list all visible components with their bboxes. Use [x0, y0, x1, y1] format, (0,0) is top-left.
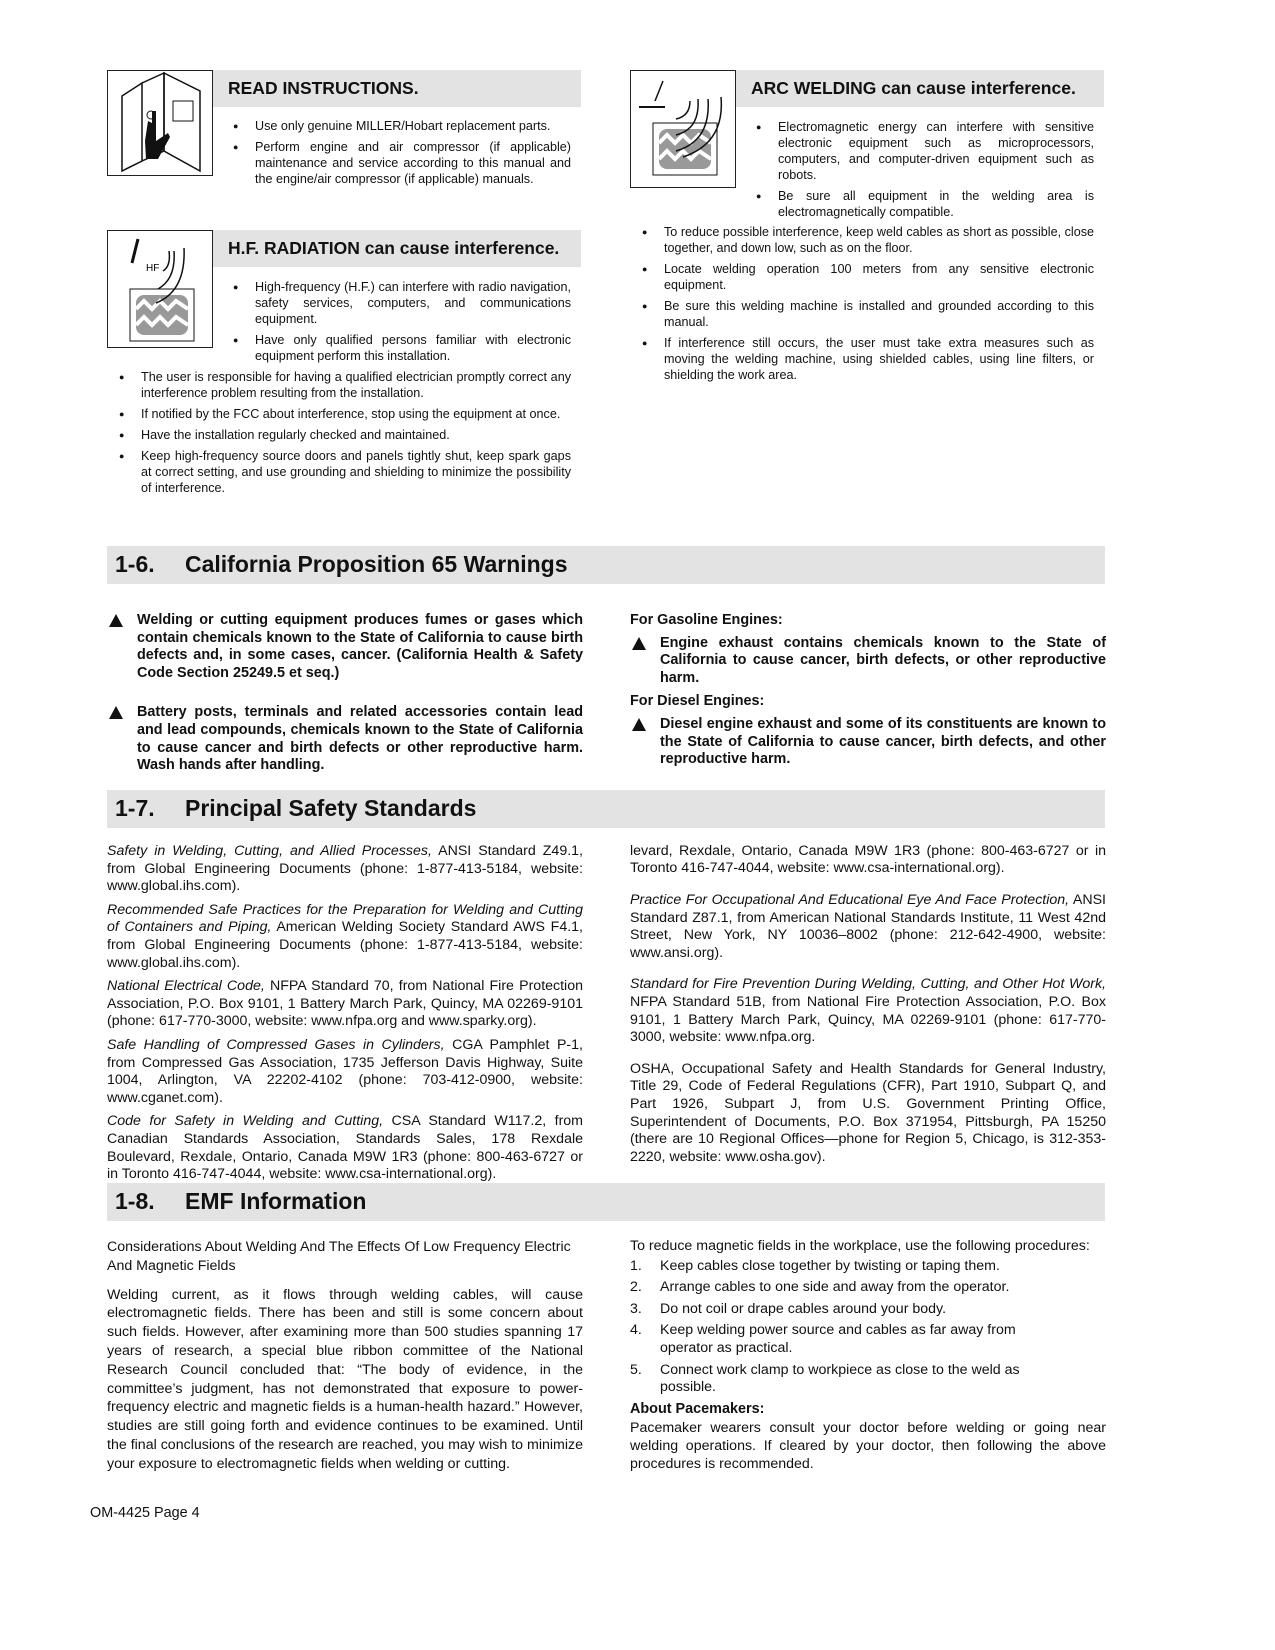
prop65-left [107, 612, 583, 789]
page-footer: OM-4425 Page 4 [90, 1505, 200, 1521]
arc-extra-list [642, 224, 1094, 388]
warning-triangle-icon [109, 614, 123, 627]
arc-welding-interference-icon [630, 70, 736, 188]
warning-triangle-icon [109, 706, 123, 719]
hf-radiation-list [233, 279, 571, 369]
section-title: EMF Information [185, 1188, 367, 1214]
list-item: ● Keep high-frequency source doors and panels tightly shut, keep spark gaps at correct setting, and use grounding and shielding to minimize the possibility of interference. [119, 448, 571, 496]
hf-extra-list [119, 369, 571, 501]
warning-gasoline [630, 635, 1106, 688]
standards-left [107, 843, 583, 1183]
emf-procedures-intro: To reduce magnetic fields in the workplace, use the following procedures: [630, 1238, 1090, 1254]
section-number: 1-6. [115, 551, 155, 577]
hf-icon-label: HF [146, 263, 160, 274]
section-title: Principal Safety Standards [185, 795, 477, 821]
standards-right [630, 843, 1106, 1172]
warning-fumes [107, 612, 583, 682]
standard-ref: Recommended Safe Practices for the Preparation for Welding and Cutting of Containers and Piping, American Welding Society Standard AWS F4.1, from Global Engineering Documents (phone: 1-877-413-5184, website: www.global.ihs.com). [107, 901, 583, 971]
emf-left [107, 1238, 583, 1480]
pacemakers-heading: About Pacemakers: [630, 1400, 765, 1417]
warning-triangle-icon [632, 637, 646, 650]
standard-ref: OSHA, Occupational Safety and Health Standards for General Industry, Title 29, Code of Federal Regulations (CFR), Part 1910, Subpart Q, and Part 1926, Subpart J, from U.S. Government Printing Office, Superintendent of Documents, P.O. Box 371954, Pittsburgh, PA 15250 (there are 10 Regional Offices—phone for Region 5, Chicago, is 312-353-2220, website: www.osha.gov). [630, 1060, 1106, 1165]
section-heading-1-6 [107, 546, 1105, 584]
diesel-heading: For Diesel Engines: [630, 693, 765, 710]
section-title: California Proposition 65 Warnings [185, 551, 568, 577]
warning-text: Diesel engine exhaust and some of its constituents are known to the State of California to cause cancer, birth defects, and other reproductive harm. [660, 715, 1106, 768]
emf-body: Welding current, as it flows through welding cables, will cause electromagnetic fields. There has been and still is some concern about such fields. However, after examining more than 500 studies spanning 17 years of research, a special blue ribbon committee of the National Research Council concluded that: “The body of evidence, in the committee’s judgment, has not demonstrated that exposure to power-frequency electric and magnetic fields is a human-health hazard.” However, studies are still going forth and evidence continues to be examined. Until the final conclusions of the research are reached, you may wish to minimize your exposure to electromagnetic fields when welding or cutting. [107, 1286, 583, 1472]
list-item: ● Locate welding operation 100 meters from any sensitive electronic equipment. [642, 261, 1094, 293]
standard-ref: Code for Safety in Welding and Cutting, CSA Standard W117.2, from Canadian Standards Association, Standards Sales, 178 Rexdale Boulevard, Rexdale, Ontario, Canada M9W 1R3 (phone: 800-463-6727 or in Toronto 416-747-4044, website: www.csa-international.org). [107, 1113, 583, 1183]
standard-ref: Standard for Fire Prevention During Welding, Cutting, and Other Hot Work, NFPA Standard 51B, from National Fire Protection Association, P.O. Box 9101, 1 Battery March Park, Quincy, MA 02269-9101 (phone: 617-770-3000, website: www.nfpa.org. [630, 976, 1106, 1046]
list-item: 4. Keep welding power source and cables as far away from operator as practical. [630, 1322, 1016, 1356]
emf-procedures-list [630, 1258, 1106, 1397]
read-instructions-header: READ INSTRUCTIONS. [213, 70, 581, 107]
list-item: ● If notified by the FCC about interference, stop using the equipment at once. [119, 406, 571, 422]
read-instructions-list [233, 118, 571, 192]
warning-triangle-icon [632, 718, 646, 731]
list-item: ● Electromagnetic energy can interfere with sensitive electronic equipment such as microprocessors, computers, and computer-driven equipment such as robots. [756, 119, 1094, 183]
list-item: 1. Keep cables close together by twisting or taping them. [630, 1257, 1000, 1274]
emf-intro: Considerations About Welding And The Effects Of Low Frequency Electric And Magnetic Fields [107, 1239, 571, 1274]
hf-radiation-icon [107, 230, 213, 348]
warning-diesel [630, 716, 1106, 769]
list-item: 2. Arrange cables to one side and away from the operator. [630, 1279, 1010, 1296]
warning-text: Engine exhaust contains chemicals known to the State of California to cause cancer, birth defects, or other reproductive harm. [660, 634, 1106, 686]
section-number: 1-8. [115, 1188, 155, 1214]
list-item: ● High-frequency (H.F.) can interfere with radio navigation, safety services, computers, and communications equipment. [233, 279, 571, 327]
list-item: 5. Connect work clamp to workpiece as close to the weld as possible. [630, 1361, 1020, 1396]
section-heading-1-8 [107, 1183, 1105, 1221]
warning-text: Welding or cutting equipment produces fumes or gases which contain chemicals known to the State of California to cause birth defects and, in some cases, cancer. (California Health & Safety Code Section 25249.5 et seq.) [137, 612, 583, 681]
arc-welding-header: ARC WELDING can cause interference. [736, 70, 1104, 107]
arc-welding-list [756, 119, 1094, 225]
list-item: ● If interference still occurs, the user must take extra measures such as moving the welding machine, using shielded cables, using line filters, or shielding the work area. [642, 335, 1094, 383]
list-item: ● Have only qualified persons familiar with electronic equipment perform this installation. [233, 332, 571, 364]
list-item: ● Use only genuine MILLER/Hobart replacement parts. [233, 118, 571, 134]
list-item: ● The user is responsible for having a qualified electrician promptly correct any interference problem resulting from the installation. [119, 369, 571, 401]
list-item: ● Perform engine and air compressor (if applicable) maintenance and service according to this manual and the engine/air compressor (if applicable) manuals. [233, 139, 571, 187]
standard-ref-continued: levard, Rexdale, Ontario, Canada M9W 1R3 (phone: 800-463-6727 or in Toronto 416-747-4044, website: www.csa-international.org). [630, 842, 1106, 877]
pacemakers-text: Pacemaker wearers consult your doctor before welding or going near welding operations. If cleared by your doctor, then following the above procedures is recommended. [630, 1420, 1106, 1472]
list-item: 3. Do not coil or drape cables around your body. [630, 1300, 947, 1317]
standard-ref: Practice For Occupational And Educational Eye And Face Protection, ANSI Standard Z87.1, from American National Standards Institute, 11 West 42nd Street, New York, NY 10036–8002 (phone: 212-642-4900, website: www.ansi.org). [630, 892, 1107, 961]
warning-text: Battery posts, terminals and related accessories contain lead and lead compounds, chemicals known to the State of California to cause cancer and birth defects or other reproductive harm. Wash hands after handling. [137, 704, 583, 774]
standard-ref: Safe Handling of Compressed Gases in Cylinders, CGA Pamphlet P-1, from Compressed Gas Association, 1735 Jefferson Davis Highway, Suite 1004, Arlington, VA 22202-4102 (phone: 703-412-0900, website: www.cganet.com). [107, 1036, 583, 1106]
standard-ref: National Electrical Code, NFPA Standard 70, from National Fire Protection Association, P.O. Box 9101, 1 Battery March Park, Quincy, MA 02269-9101 (phone: 617-770-3000, website: www.nfpa.org and www.sparky.org). [107, 978, 583, 1030]
read-instructions-icon [107, 70, 213, 176]
list-item: ● Be sure this welding machine is installed and grounded according to this manual. [642, 298, 1094, 330]
list-item: ● Be sure all equipment in the welding area is electromagnetically compatible. [756, 188, 1094, 220]
warning-battery [107, 704, 583, 774]
list-item: ● To reduce possible interference, keep weld cables as short as possible, close together, and down low, such as on the floor. [642, 224, 1094, 256]
list-item: ● Have the installation regularly checked and maintained. [119, 427, 571, 443]
gasoline-heading: For Gasoline Engines: [630, 612, 783, 628]
prop65-right [630, 612, 1106, 783]
hf-radiation-header: H.F. RADIATION can cause interference. [213, 230, 581, 267]
emf-right [630, 1238, 1106, 1479]
standard-ref: Safety in Welding, Cutting, and Allied Processes, ANSI Standard Z49.1, from Global Engineering Documents (phone: 1-877-413-5184, website: www.global.ihs.com). [107, 843, 583, 895]
section-number: 1-7. [115, 795, 155, 821]
